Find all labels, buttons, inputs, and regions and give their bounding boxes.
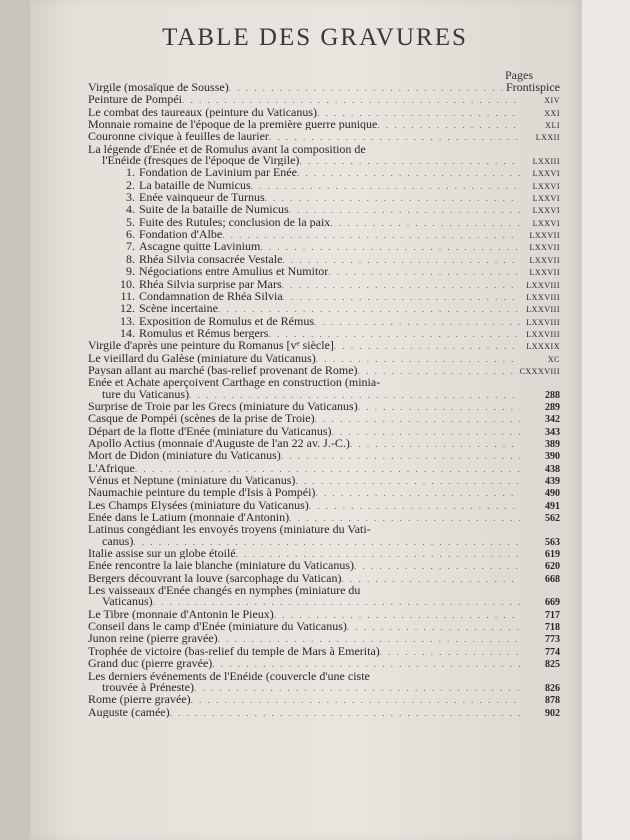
toc-entry xyxy=(88,438,560,450)
toc-entry xyxy=(88,633,560,645)
entry-title-line-1: Les derniers événements de l'Enéide (couvercle d'une ciste xyxy=(88,668,370,683)
entry-title-line-2: Vaticanus) xyxy=(102,596,153,608)
entry-title: Fondation d'Albe xyxy=(139,229,223,241)
entry-page: 288 xyxy=(545,389,560,401)
entry-page: LXXVIII xyxy=(526,280,560,290)
dot-leader xyxy=(315,488,520,499)
entry-page: LXXVIII xyxy=(526,305,560,315)
entry-number: 7. xyxy=(126,239,135,254)
entry-page: LXXVII xyxy=(529,268,560,278)
dot-leader xyxy=(283,292,520,303)
dot-leader xyxy=(332,427,520,438)
entry-title: Rome (pierre gravée) xyxy=(88,694,191,706)
dot-leader xyxy=(191,695,520,706)
entry-title: Monnaie romaine de l'époque de la première guerre punique xyxy=(88,119,378,131)
entry-page: LXXXIX xyxy=(526,342,560,352)
toc-entry xyxy=(88,694,560,706)
entry-number: 9. xyxy=(126,264,135,279)
toc-entry xyxy=(88,276,560,291)
toc-entry xyxy=(88,204,560,216)
entry-title-line-1: Latinus congédiant les envoyés troyens (miniature du Vati- xyxy=(88,522,371,537)
entry-page: LXXVI xyxy=(532,194,560,204)
entry-page: 438 xyxy=(545,463,560,475)
toc-entry xyxy=(88,303,560,315)
dot-leader xyxy=(236,549,520,560)
entry-page: 826 xyxy=(545,682,560,694)
dot-leader xyxy=(314,317,520,328)
entry-page: LXXVI xyxy=(532,206,560,216)
entry-title: Le vieillard du Galèse (miniature du Vaticanus) xyxy=(88,352,316,364)
dot-leader xyxy=(251,181,520,192)
dot-leader xyxy=(354,561,520,572)
dot-leader xyxy=(282,255,520,266)
toc-entry xyxy=(88,167,560,179)
toc-entry xyxy=(88,340,560,352)
toc-entry xyxy=(88,377,560,401)
entry-title: Ascagne quitte Lavinium xyxy=(139,241,261,253)
dot-leader xyxy=(260,242,520,253)
entry-page: XLI xyxy=(545,121,560,131)
toc-entry xyxy=(88,177,560,192)
entry-title: Scène incertaine xyxy=(139,303,218,315)
dot-leader xyxy=(268,329,520,340)
entry-page: LXXVI xyxy=(532,218,560,228)
dot-leader xyxy=(380,647,520,658)
toc-entry xyxy=(88,487,560,499)
entry-page: 620 xyxy=(545,561,560,573)
entry-page: XXI xyxy=(544,108,560,118)
entry-page: LXXII xyxy=(535,133,560,143)
toc-entry xyxy=(88,668,560,695)
entry-title: Fuite des Rutules; conclusion de la paix xyxy=(139,216,331,229)
dot-leader xyxy=(358,402,520,413)
entry-title: Casque de Pompéi (scènes de la prise de Troie) xyxy=(88,413,315,425)
entry-title: Virgile d'après une peinture du Romanus [vᵉ siècle] xyxy=(88,340,334,352)
dot-leader xyxy=(189,390,520,401)
entry-title-line-2: l'Enéide (fresques de l'époque de Virgile) xyxy=(102,155,300,167)
dot-leader xyxy=(317,108,520,119)
entry-page: LXXVI xyxy=(532,181,560,191)
dot-leader xyxy=(153,597,520,608)
entry-page: 439 xyxy=(545,476,560,487)
entry-page: LXXVIII xyxy=(526,329,560,339)
toc-entry xyxy=(88,241,560,253)
entry-number: 3. xyxy=(126,190,135,205)
dot-leader xyxy=(358,366,520,377)
toc-entry xyxy=(88,107,560,119)
entry-title: Peinture de Pompéi xyxy=(88,94,182,106)
toc-entry xyxy=(88,413,560,425)
toc-entry xyxy=(88,229,560,241)
dot-leader xyxy=(347,622,520,633)
entry-page: 717 xyxy=(545,609,560,621)
dot-leader xyxy=(377,120,520,131)
entry-page: Frontispice xyxy=(506,80,560,94)
entry-page: XIV xyxy=(544,96,560,106)
entry-number: 4. xyxy=(126,202,135,217)
toc-entry xyxy=(88,313,560,328)
toc-entry xyxy=(88,621,560,633)
entry-title: Enée vainqueur de Turnus xyxy=(139,192,265,204)
entry-title: La bataille de Numicus xyxy=(139,179,251,192)
toc-entry xyxy=(88,475,560,487)
entry-page: 668 xyxy=(545,573,560,585)
entry-page: 342 xyxy=(545,414,560,426)
entry-title: Paysan allant au marché (bas-relief provenant de Rome) xyxy=(88,364,358,377)
dot-leader xyxy=(135,464,520,475)
entry-title: Romulus et Rémus bergers xyxy=(139,327,269,340)
entry-title-line-2: ture du Vaticanus) xyxy=(102,388,190,400)
entry-number: 5. xyxy=(126,214,135,229)
dot-leader xyxy=(334,341,520,352)
toc-entry xyxy=(88,141,560,168)
table-of-engravings xyxy=(88,82,560,719)
toc-entry xyxy=(88,609,560,621)
entry-page: 669 xyxy=(545,597,560,609)
dot-leader xyxy=(218,304,520,315)
entry-title: Négociations entre Amulius et Numitor xyxy=(139,266,329,278)
entry-number: 8. xyxy=(126,251,135,266)
entry-title: Vénus et Neptune (miniature du Vaticanus) xyxy=(88,475,296,487)
toc-entry xyxy=(88,353,560,365)
entry-page: 490 xyxy=(545,488,560,500)
dot-leader xyxy=(229,83,506,94)
entry-page: 389 xyxy=(545,438,560,450)
dot-leader xyxy=(182,95,520,106)
entry-title: Suite de la bataille de Numicus xyxy=(139,204,289,216)
dot-leader xyxy=(133,537,520,548)
entry-page: LXXVII xyxy=(529,255,560,265)
entry-title: Surprise de Troie par les Grecs (miniature du Vaticanus) xyxy=(88,400,358,413)
entry-title: Auguste (camée) xyxy=(88,706,170,718)
toc-entry xyxy=(88,288,560,303)
toc-entry xyxy=(88,214,560,229)
entry-page: 718 xyxy=(545,622,560,634)
entry-page: 343 xyxy=(545,426,560,438)
dot-leader xyxy=(316,354,520,365)
entry-page: 390 xyxy=(545,451,560,463)
entry-page: CXXXVIII xyxy=(519,366,560,376)
entry-title: Junon reine (pierre gravée) xyxy=(88,633,218,645)
entry-title: Trophée de victoire (bas-relief du temple de Mars à Emerita) xyxy=(88,645,380,658)
entry-page: 491 xyxy=(545,500,560,512)
dot-leader xyxy=(265,193,520,204)
entry-title: Apollo Actius (monnaie d'Auguste de l'an 22 av. J.-C.) xyxy=(88,437,350,450)
entry-page: LXXVII xyxy=(529,231,560,241)
entry-title: Conseil dans le camp d'Enée (miniature du Vaticanus) xyxy=(88,621,347,633)
toc-entry xyxy=(88,119,560,131)
toc-entry xyxy=(88,251,560,266)
entry-number: 11. xyxy=(120,288,135,303)
entry-page: 563 xyxy=(545,536,560,548)
entry-title: Rhéa Silvia consacrée Vestale xyxy=(139,253,283,266)
entry-title: Bergers découvrant la louve (sarcophage du Vatican) xyxy=(88,572,342,585)
entry-number: 13. xyxy=(120,313,135,328)
dot-leader xyxy=(282,280,520,291)
entry-page: LXXVIII xyxy=(526,292,560,302)
dot-leader xyxy=(299,156,520,167)
entry-title: Le combat des taureaux (peinture du Vaticanus) xyxy=(88,106,318,119)
dot-leader xyxy=(218,634,520,645)
toc-entry xyxy=(88,524,560,548)
toc-entry xyxy=(88,463,560,475)
dot-leader xyxy=(297,168,520,179)
toc-entry xyxy=(88,325,560,340)
entry-title: Enée rencontre la laie blanche (miniature du Vaticanus) xyxy=(88,560,354,572)
toc-entry xyxy=(88,560,560,572)
entry-title: Exposition de Romulus et de Rémus xyxy=(139,315,314,327)
entry-title-line-1: La légende d'Enée et de Romulus avant la composition de xyxy=(88,141,366,156)
dot-leader xyxy=(274,610,520,621)
toc-entry xyxy=(88,401,560,413)
entry-page: 773 xyxy=(545,634,560,646)
toc-entry xyxy=(88,192,560,204)
entry-title: Couronne civique à feuilles de laurier xyxy=(88,131,269,143)
toc-entry xyxy=(88,82,560,94)
entry-title: Le Tibre (monnaie d'Antonin le Pieux) xyxy=(88,608,274,621)
entry-title-line-2: trouvée à Préneste) xyxy=(102,681,194,694)
entry-title: Fondation de Lavinium par Enée xyxy=(139,167,297,179)
toc-entry xyxy=(88,426,560,438)
dot-leader xyxy=(222,230,520,241)
toc-entry xyxy=(88,94,560,106)
dot-leader xyxy=(309,501,520,512)
entry-title-line-2: canus) xyxy=(102,535,134,548)
entry-title: L'Afrique xyxy=(88,462,135,474)
entry-page: LXXIII xyxy=(532,157,560,167)
entry-title: Grand duc (pierre gravée) xyxy=(88,658,213,670)
entry-title: Italie assise sur un globe étoilé xyxy=(88,548,236,560)
pages-column-header: Pages xyxy=(505,68,533,82)
toc-entry xyxy=(88,548,560,560)
entry-page: XC xyxy=(547,354,560,364)
entry-title: Départ de la flotte d'Enée (miniature du Vaticanus) xyxy=(88,425,332,437)
entry-page: LXXVIII xyxy=(526,317,560,327)
page-title: TABLE DES GRAVURES xyxy=(162,24,468,51)
entry-page: 562 xyxy=(545,513,560,525)
entry-page: 619 xyxy=(545,549,560,561)
toc-entry xyxy=(88,646,560,658)
dot-leader xyxy=(330,218,520,229)
toc-entry xyxy=(88,450,560,462)
dot-leader xyxy=(194,683,520,694)
dot-leader xyxy=(341,574,520,585)
entry-number: 1. xyxy=(126,165,135,180)
entry-page: 878 xyxy=(545,695,560,707)
entry-page: 902 xyxy=(545,707,560,719)
entry-number: 6. xyxy=(126,227,135,242)
entry-title-line-1: Enée et Achate aperçoivent Carthage en construction (minia- xyxy=(88,375,381,390)
entry-title: Naumachie peinture du temple d'Isis à Pompéi) xyxy=(88,487,316,499)
entry-title: Rhéa Silvia surprise par Mars xyxy=(139,278,282,290)
toc-entry xyxy=(88,585,560,609)
entry-title: Les Champs Elysées (miniature du Vaticanus) xyxy=(88,499,309,512)
dot-leader xyxy=(295,476,520,487)
toc-entry xyxy=(88,707,560,719)
entry-number: 12. xyxy=(120,301,135,316)
page-edge xyxy=(582,0,630,840)
entry-page: LXXVII xyxy=(529,243,560,253)
dot-leader xyxy=(350,439,520,450)
entry-title: Condamnation de Rhéa Silvia xyxy=(139,290,283,303)
entry-title-line-1: Les vaisseaux d'Enée changés en nymphes (miniature du xyxy=(88,583,361,598)
entry-page: 289 xyxy=(545,401,560,413)
entry-title: Mort de Didon (miniature du Vaticanus) xyxy=(88,450,281,462)
dot-leader xyxy=(328,267,520,278)
dot-leader xyxy=(315,414,520,425)
dot-leader xyxy=(170,708,520,719)
entry-number: 2. xyxy=(126,177,135,192)
entry-title: Virgile (mosaïque de Sousse) xyxy=(88,82,229,94)
dot-leader xyxy=(289,205,520,216)
entry-page: 825 xyxy=(545,659,560,671)
entry-number: 14. xyxy=(120,325,135,340)
toc-entry xyxy=(88,266,560,278)
toc-entry xyxy=(88,500,560,512)
entry-page: 774 xyxy=(545,646,560,658)
entry-title: Enée dans le Latium (monnaie d'Antonin) xyxy=(88,512,290,524)
dot-leader xyxy=(281,451,520,462)
entry-number: 10. xyxy=(120,276,135,291)
entry-page: LXXVI xyxy=(532,169,560,179)
